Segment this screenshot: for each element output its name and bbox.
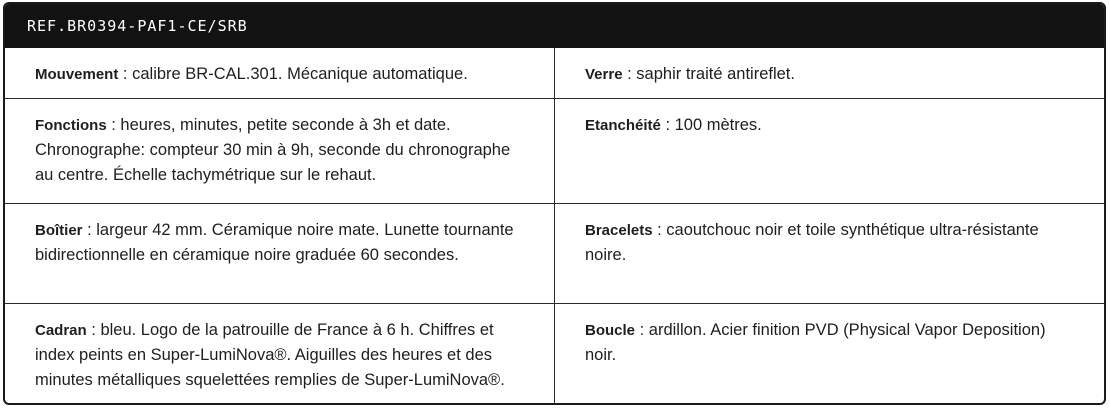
spec-text: : bleu. Logo de la patrouille de France à 6 h. Chiffres et index peints en Super-LumiNova®. Aiguilles des heures et des minutes métalliques squelettées remplies de Super-LumiNova®. [35,321,505,389]
spec-label: Cadran [35,322,87,339]
spec-text: : largeur 42 mm. Céramique noire mate. Lunette tournante bidirectionnelle en céramique noire graduée 60 secondes. [35,221,514,264]
spec-label: Verre [585,66,623,83]
spec-text: : heures, minutes, petite seconde à 3h et date. Chronographe: compteur 30 min à 9h, seconde du chronographe au centre. Échelle tachymétrique sur le rehaut. [35,116,511,184]
spec-card [3,2,1106,405]
spec-text: : caoutchouc noir et toile synthétique ultra-résistante noire. [585,221,1039,264]
spec-cell-boucle [555,304,1104,403]
spec-cell-verre [555,48,1104,99]
spec-label: Fonctions [35,117,107,134]
spec-label: Bracelets [585,222,653,239]
spec-cell-cadran [5,304,555,403]
spec-cell-boitier [5,204,555,304]
spec-cell-fonctions [5,99,555,204]
spec-cell-mouvement [5,48,555,99]
reference-header: REF.BR0394-PAF1-CE/SRB [5,4,1104,48]
spec-label: Etanchéité [585,117,661,134]
spec-table [5,48,1104,403]
spec-label: Mouvement [35,66,119,83]
spec-text: : calibre BR-CAL.301. Mécanique automatique. [118,65,468,83]
spec-text: : ardillon. Acier finition PVD (Physical Vapor Deposition) noir. [585,321,1046,364]
spec-cell-etancheite [555,99,1104,204]
spec-text: : 100 mètres. [660,116,762,134]
spec-label: Boucle [585,322,636,339]
spec-text: : saphir traité antireflet. [622,65,795,83]
spec-label: Boîtier [35,222,83,239]
spec-cell-bracelets [555,204,1104,304]
